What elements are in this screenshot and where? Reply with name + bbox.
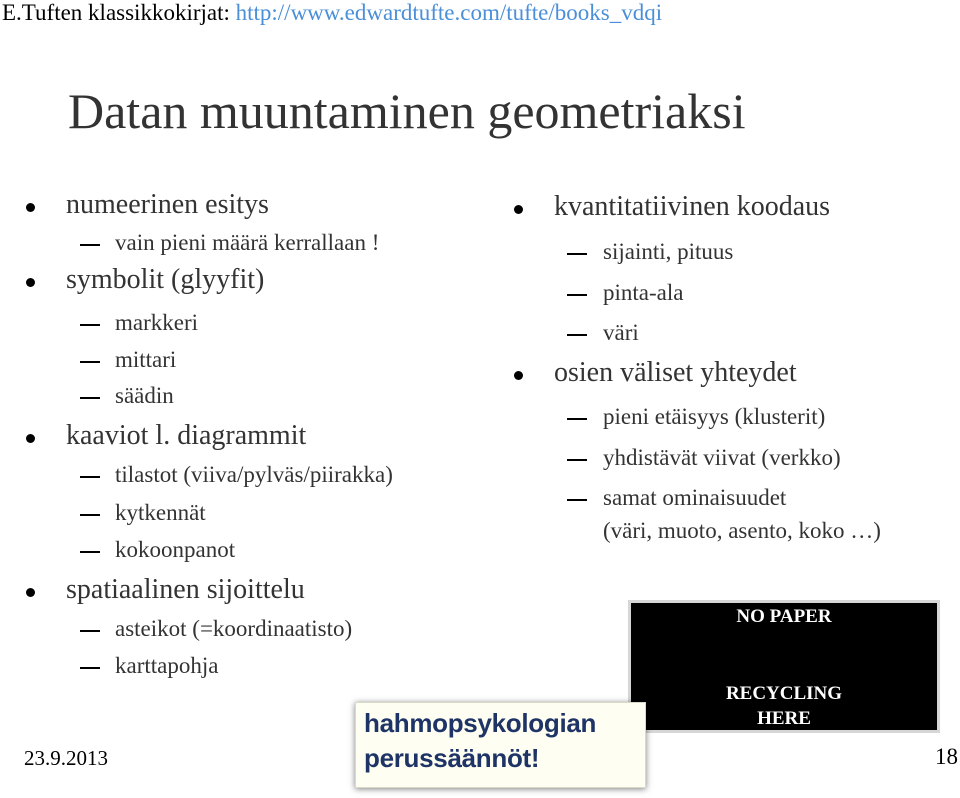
sub-list-item: vain pieni määrä kerrallaan !: [115, 230, 380, 255]
header-prefix: E.Tuften klassikkokirjat:: [2, 0, 236, 25]
list-item: numeerinen esitys: [66, 189, 269, 220]
bullet-icon: [26, 588, 35, 597]
dash-icon: [80, 324, 100, 326]
sub-list-item: kokoonpanot: [115, 537, 236, 562]
sticky-note: [355, 702, 646, 788]
bullet-icon: [26, 203, 35, 212]
bullet-icon: [514, 371, 523, 380]
dash-icon: [80, 551, 100, 553]
sub-list-item: markkeri: [115, 310, 199, 335]
bullet-icon: [26, 278, 35, 287]
list-item: symbolit (glyyfit): [66, 264, 265, 295]
list-item: spatiaalinen sijoittelu: [66, 574, 305, 605]
sub-list-item: samat ominaisuudet: [603, 485, 787, 510]
note-line-1: hahmopsykologian: [364, 708, 597, 738]
dash-icon: [567, 418, 587, 420]
recycling-sign-image: [628, 600, 940, 733]
sub-list-item: pinta-ala: [603, 280, 684, 305]
bullet-icon: [514, 205, 523, 214]
sub-list-item: säädin: [115, 383, 174, 408]
page-number: 18: [935, 744, 958, 769]
dash-icon: [567, 334, 587, 336]
dash-icon: [80, 361, 100, 363]
dash-icon: [567, 294, 587, 296]
list-item: kvantitatiivinen koodaus: [554, 191, 831, 222]
dash-icon: [80, 667, 100, 669]
sub-list-item: mittari: [115, 347, 177, 372]
dash-icon: [567, 499, 587, 501]
sub-list-item: väri: [603, 320, 639, 345]
list-item: kaaviot l. diagrammit: [66, 420, 307, 451]
dash-icon: [80, 244, 100, 246]
note-line-2: perussäännöt!: [364, 743, 540, 773]
sub-list-item: asteikot (=koordinaatisto): [115, 616, 353, 641]
header-line: [2, 0, 662, 26]
bullet-icon: [26, 434, 35, 443]
sub-list-item: yhdistävät viivat (verkko): [603, 445, 841, 470]
dash-icon: [567, 459, 587, 461]
slide-title: Datan muuntaminen geometriaksi: [68, 83, 746, 139]
sign-line-2: RECYCLING: [725, 683, 843, 704]
tufte-books-link[interactable]: http://www.edwardtufte.com/tufte/books_vdqi: [235, 0, 663, 25]
sub-list-item-continuation: (väri, muoto, asento, koko …): [603, 518, 881, 543]
list-item: osien väliset yhteydet: [554, 357, 797, 388]
dash-icon: [567, 253, 587, 255]
sign-line-3: HERE: [757, 708, 811, 729]
dash-icon: [80, 630, 100, 632]
dash-icon: [80, 514, 100, 516]
dash-icon: [80, 397, 100, 399]
sub-list-item: karttapohja: [115, 653, 219, 678]
dash-icon: [80, 476, 100, 478]
sub-list-item: sijainti, pituus: [603, 239, 734, 264]
sub-list-item: pieni etäisyys (klusterit): [603, 404, 826, 429]
sub-list-item: tilastot (viiva/pylväs/piirakka): [115, 462, 393, 487]
sign-line-1: NO PAPER: [736, 606, 832, 627]
footer-date: 23.9.2013: [24, 746, 108, 770]
sub-list-item: kytkennät: [115, 500, 206, 525]
